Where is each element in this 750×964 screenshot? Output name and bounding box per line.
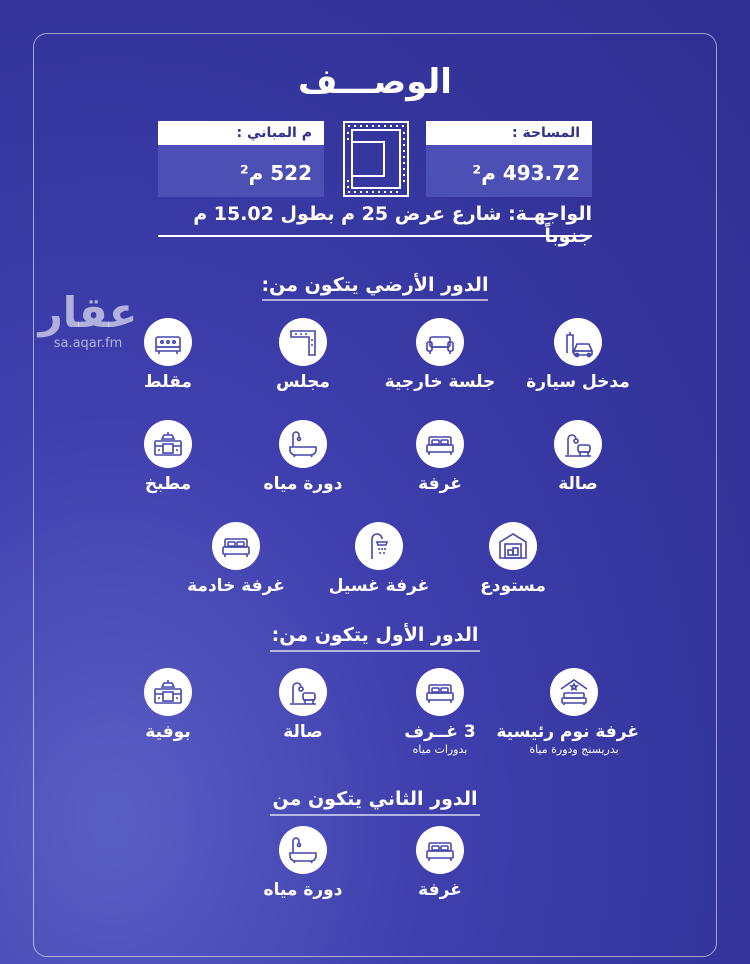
ground-item-maid-room bbox=[171, 522, 301, 596]
item-label: دورة مياه bbox=[263, 880, 343, 900]
area-value: 493.72 م² bbox=[472, 161, 580, 185]
item-label: غرفة غسيل bbox=[328, 576, 430, 596]
second-item-bathroom bbox=[238, 826, 368, 900]
item-label: غرفة bbox=[418, 880, 462, 900]
ground-floor-title: الدور الأرضي يتكون من: bbox=[261, 274, 489, 296]
bathtub-icon bbox=[279, 826, 327, 874]
item-label: مستودع bbox=[480, 576, 546, 596]
warehouse-icon bbox=[489, 522, 537, 570]
ground-item-room bbox=[375, 420, 505, 494]
kitchen-icon bbox=[144, 420, 192, 468]
item-label: جلسة خارجية bbox=[384, 372, 496, 392]
sofa-icon bbox=[416, 318, 464, 366]
first-item-master-bedroom bbox=[496, 668, 639, 756]
area-box bbox=[426, 121, 592, 197]
ground-item-outdoor-seating bbox=[375, 318, 505, 392]
bed-icon bbox=[212, 522, 260, 570]
item-sublabel: بدورات مياه bbox=[412, 743, 468, 756]
item-label: صالة bbox=[283, 722, 323, 742]
item-label: مطبخ bbox=[144, 474, 192, 494]
living-room-icon bbox=[279, 668, 327, 716]
page-title: الوصـــف bbox=[298, 62, 452, 102]
ground-item-dining bbox=[103, 318, 233, 392]
ground-item-warehouse bbox=[448, 522, 578, 596]
bed-icon bbox=[416, 668, 464, 716]
first-item-pantry bbox=[103, 668, 233, 742]
bed-icon bbox=[416, 826, 464, 874]
master-bedroom-icon bbox=[550, 668, 598, 716]
second-floor-underline bbox=[270, 814, 480, 816]
living-room-icon bbox=[554, 420, 602, 468]
ground-item-kitchen bbox=[103, 420, 233, 494]
second-floor-title: الدور الثاني يتكون من bbox=[272, 788, 478, 810]
dining-sofa-icon bbox=[144, 318, 192, 366]
item-label: غرفة نوم رئيسية bbox=[496, 722, 639, 742]
item-label: مدخل سيارة bbox=[526, 372, 630, 392]
facade-text: الواجهـة: شارع عرض 25 م بطول 15.02 م جنوباً bbox=[158, 203, 592, 237]
kitchen-icon bbox=[144, 668, 192, 716]
building-area-label: م المباني : bbox=[158, 121, 324, 145]
item-label: مقلط bbox=[144, 372, 192, 392]
building-area-value: 522 م² bbox=[239, 161, 312, 185]
item-label: 3 غــرف bbox=[404, 722, 476, 742]
shower-icon bbox=[355, 522, 403, 570]
watermark-url: sa.aqar.fm bbox=[53, 336, 123, 351]
car-entrance-icon bbox=[554, 318, 602, 366]
second-item-room bbox=[375, 826, 505, 900]
item-label: غرفة خادمة bbox=[187, 576, 285, 596]
building-area-box bbox=[158, 121, 324, 197]
watermark-arabic: عقار bbox=[38, 288, 138, 337]
first-item-rooms bbox=[375, 668, 505, 756]
bathtub-icon bbox=[279, 420, 327, 468]
ground-item-laundry bbox=[314, 522, 444, 596]
floor-plan-icon bbox=[340, 118, 412, 200]
first-floor-underline bbox=[270, 650, 480, 652]
first-floor-title: الدور الأول يتكون من: bbox=[271, 624, 479, 646]
ground-item-car-entrance bbox=[513, 318, 643, 392]
bed-icon bbox=[416, 420, 464, 468]
item-sublabel: بدريسنج ودورة مياة bbox=[529, 743, 619, 756]
ground-item-living bbox=[513, 420, 643, 494]
first-item-living bbox=[238, 668, 368, 742]
ground-floor-underline bbox=[262, 299, 488, 301]
ground-item-bathroom bbox=[238, 420, 368, 494]
item-label: دورة مياه bbox=[263, 474, 343, 494]
item-label: غرفة bbox=[418, 474, 462, 494]
majlis-icon bbox=[279, 318, 327, 366]
item-label: مجلس bbox=[276, 372, 330, 392]
item-label: بوفية bbox=[145, 722, 191, 742]
area-label: المساحة : bbox=[426, 121, 592, 145]
ground-item-majlis bbox=[238, 318, 368, 392]
item-label: صالة bbox=[558, 474, 598, 494]
